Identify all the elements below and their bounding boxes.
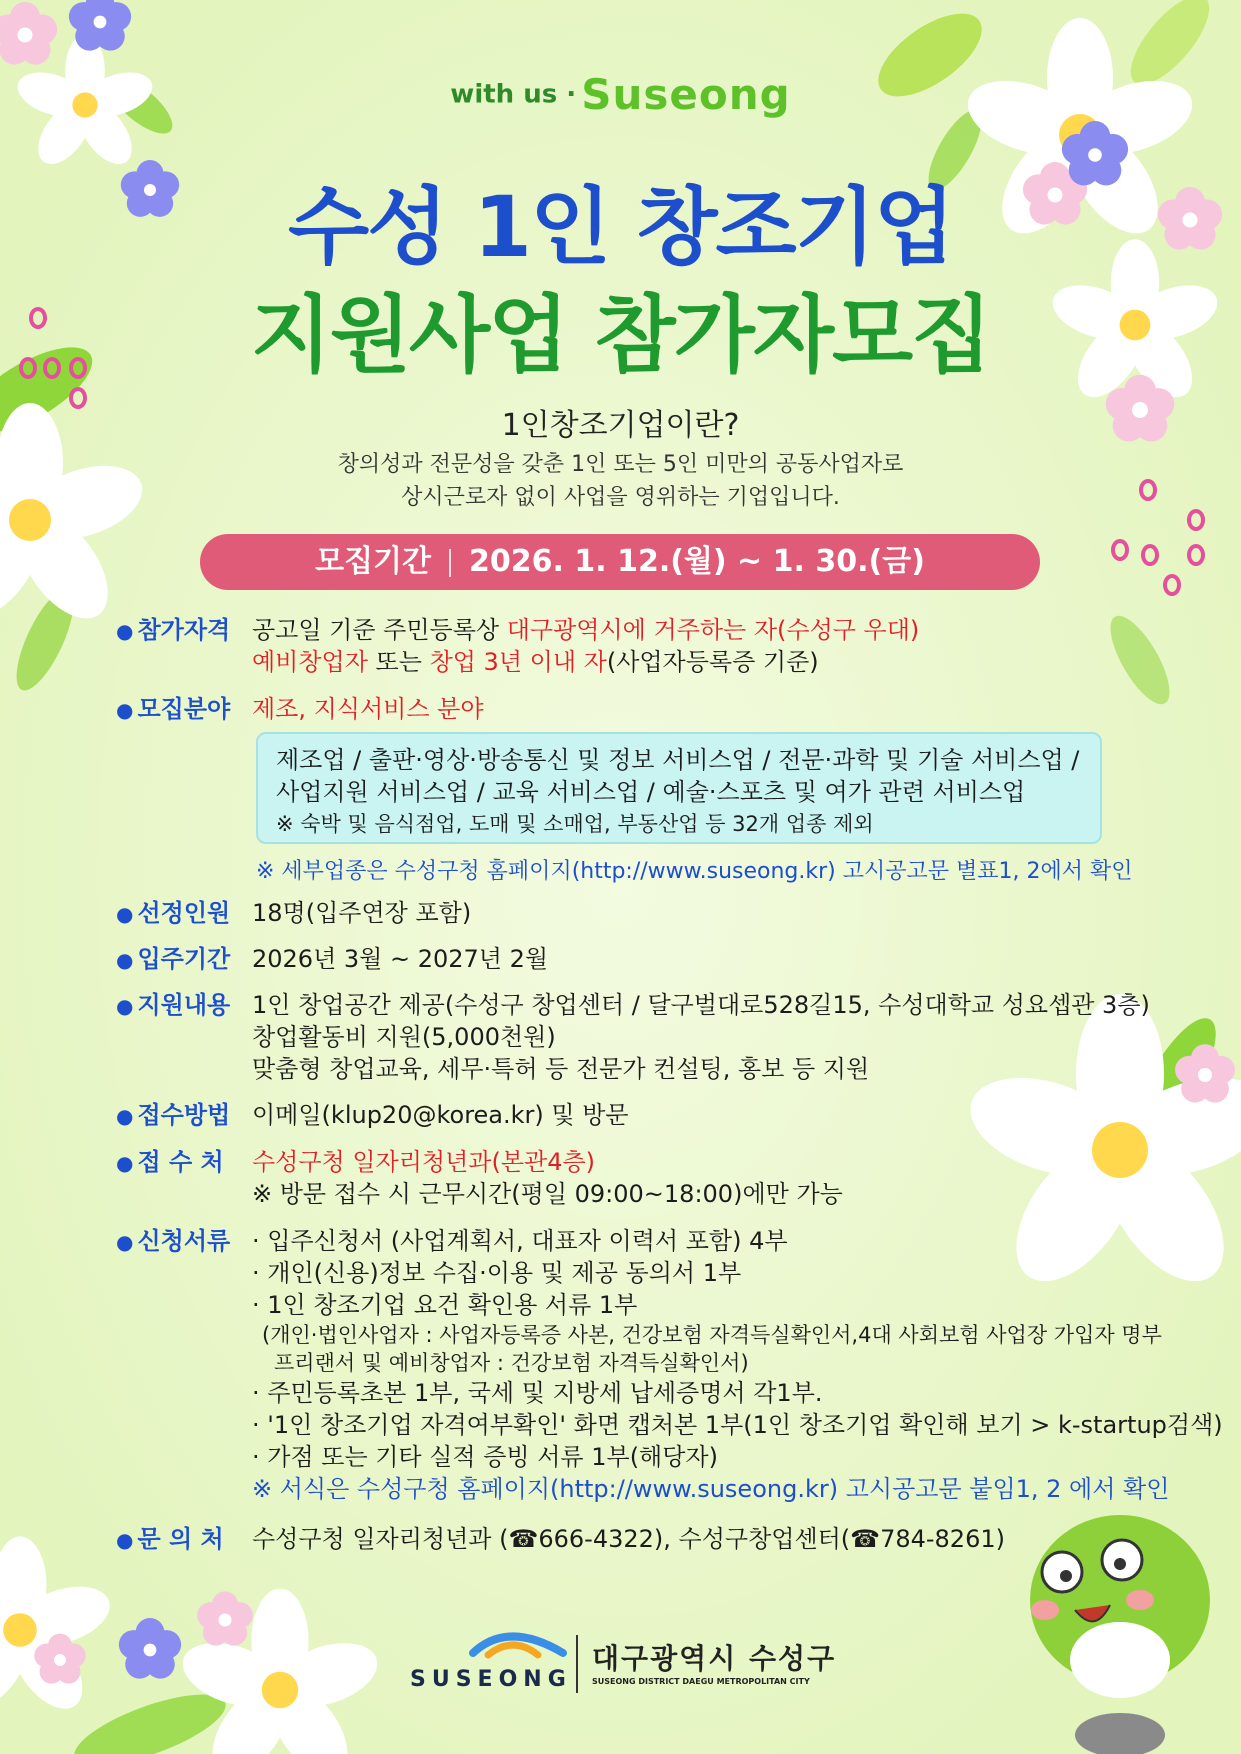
document-item: · 입주신청서 (사업계획서, 대표자 이력서 포함) 4부 (252, 1227, 788, 1255)
footer-logo (410, 1625, 850, 1695)
bullet-icon: ● (116, 948, 134, 972)
with-us-text: with us · (450, 79, 577, 110)
contact-value: 수성구청 일자리청년과 (☎666-4322), 수성구창업센터(☎784-8261) (252, 1525, 1005, 1553)
org-name-ko: 대구광역시 수성구 (592, 1642, 837, 1675)
eligibility-value: 공고일 기준 주민등록상 대구광역시에 거주하는 자(수성구 우대) 예비창업자 또는 창업 3년 이내 자(사업자등록증 기준) (252, 616, 920, 676)
bullet-icon: ● (116, 1528, 134, 1552)
document-item: · '1인 창조기업 자격여부확인' 화면 캡처본 1부(1인 창조기업 확인해 보기 > k-startup검색) (252, 1411, 1223, 1439)
field-label: ● 모집분야 (116, 695, 231, 723)
bullet-icon: ● (116, 698, 134, 722)
field-value: 제조, 지식서비스 분야 (252, 695, 484, 723)
method-label: ● 접수방법 (116, 1101, 231, 1129)
bullet-icon: ● (116, 1151, 134, 1175)
org-name-en: SUSEONG DISTRICT DAEGU METROPOLITAN CITY (592, 1677, 810, 1686)
intro-description (0, 448, 1241, 514)
support-label: ● 지원내용 (116, 991, 231, 1019)
period-divider (449, 549, 451, 577)
office-value: 수성구청 일자리청년과(본관4층) ※ 방문 접수 시 근무시간(평일 09:00~18:00)에만 가능 (252, 1148, 843, 1208)
selection-label: ● 선정인원 (116, 899, 231, 927)
document-item: · 주민등록초본 1부, 국세 및 지방세 납세증명서 각1부. (252, 1379, 823, 1407)
logo-text: SUSEONG (410, 1667, 572, 1692)
industry-exclusion: ※ 숙박 및 음식점업, 도매 및 소매업, 부동산업 등 32개 업종 제외 (276, 812, 874, 836)
brand-slogan (0, 70, 1241, 119)
bullet-icon: ● (116, 619, 134, 643)
suseong-logo-icon (468, 1625, 568, 1665)
period-value: 2026. 1. 12.(월) ~ 1. 30.(금) (469, 544, 925, 579)
residency-label: ● 입주기간 (116, 945, 231, 973)
residency-value: 2026년 3월 ~ 2027년 2월 (252, 945, 549, 973)
intro-line1: 창의성과 전문성을 갖춘 1인 또는 5인 미만의 공동사업자로 (337, 452, 904, 477)
bullet-icon: ● (116, 902, 134, 926)
bullet-icon: ● (116, 994, 134, 1018)
selection-value: 18명(입주연장 포함) (252, 899, 472, 927)
footer-divider (576, 1635, 578, 1693)
page-title-line1: 수성 1인 창조기업 (288, 178, 953, 276)
document-item: · 1인 창조기업 요건 확인용 서류 1부 (252, 1291, 638, 1319)
industry-box (256, 732, 1102, 844)
bullet-icon: ● (116, 1104, 134, 1128)
documents-note: ※ 서식은 수성구청 홈페이지(http://www.suseong.kr) 고시공고문 붙임1, 2 에서 확인 (252, 1475, 1170, 1503)
document-subitem: 프리랜서 및 예비창업자 : 건강보험 자격득실확인서) (274, 1351, 749, 1375)
period-label: 모집기간 (315, 544, 432, 579)
intro-question: 1인창조기업이란? (501, 408, 740, 443)
office-label: ● 접 수 처 (116, 1148, 224, 1176)
page-title-line2: 지원사업 참가자모집 (250, 286, 991, 384)
industry-line1: 제조업 / 출판·영상·방송통신 및 정보 서비스업 / 전문·과학 및 기술 서비스업 / (276, 746, 1080, 774)
document-item: · 개인(신용)정보 수집·이용 및 제공 동의서 1부 (252, 1259, 742, 1287)
industry-note: ※ 세부업종은 수성구청 홈페이지(http://www.suseong.kr) 고시공고문 별표1, 2에서 확인 (256, 859, 1133, 884)
method-value: 이메일(klup20@korea.kr) 및 방문 (252, 1101, 629, 1129)
document-subitem: (개인·법인사업자 : 사업자등록증 사본, 건강보험 자격득실확인서,4대 사회보험 사업장 가입자 명부 (262, 1323, 1162, 1347)
documents-list (252, 1225, 1241, 1505)
documents-label: ● 신청서류 (116, 1227, 231, 1255)
bullet-icon: ● (116, 1230, 134, 1254)
eligibility-label: ● 참가자격 (116, 616, 231, 644)
suseong-wordmark: Suseong (581, 70, 791, 119)
document-item: · 가점 또는 기타 실적 증빙 서류 1부(해당자) (252, 1443, 718, 1471)
contact-label: ● 문 의 처 (116, 1525, 224, 1553)
intro-line2: 상시근로자 없이 사업을 영위하는 기업입니다. (401, 485, 840, 510)
support-value: 1인 창업공간 제공(수성구 창업센터 / 달구벌대로528길15, 수성대학교 성요셉관 3층) 창업활동비 지원(5,000천원) 맞춤형 창업교육, 세무·특허 등 전문가 컨설팅, 홍보 등 지원 (252, 991, 1150, 1083)
industry-line2: 사업지원 서비스업 / 교육 서비스업 / 예술·스포츠 및 여가 관련 서비스업 (276, 778, 1026, 806)
recruitment-period-banner (200, 534, 1040, 590)
